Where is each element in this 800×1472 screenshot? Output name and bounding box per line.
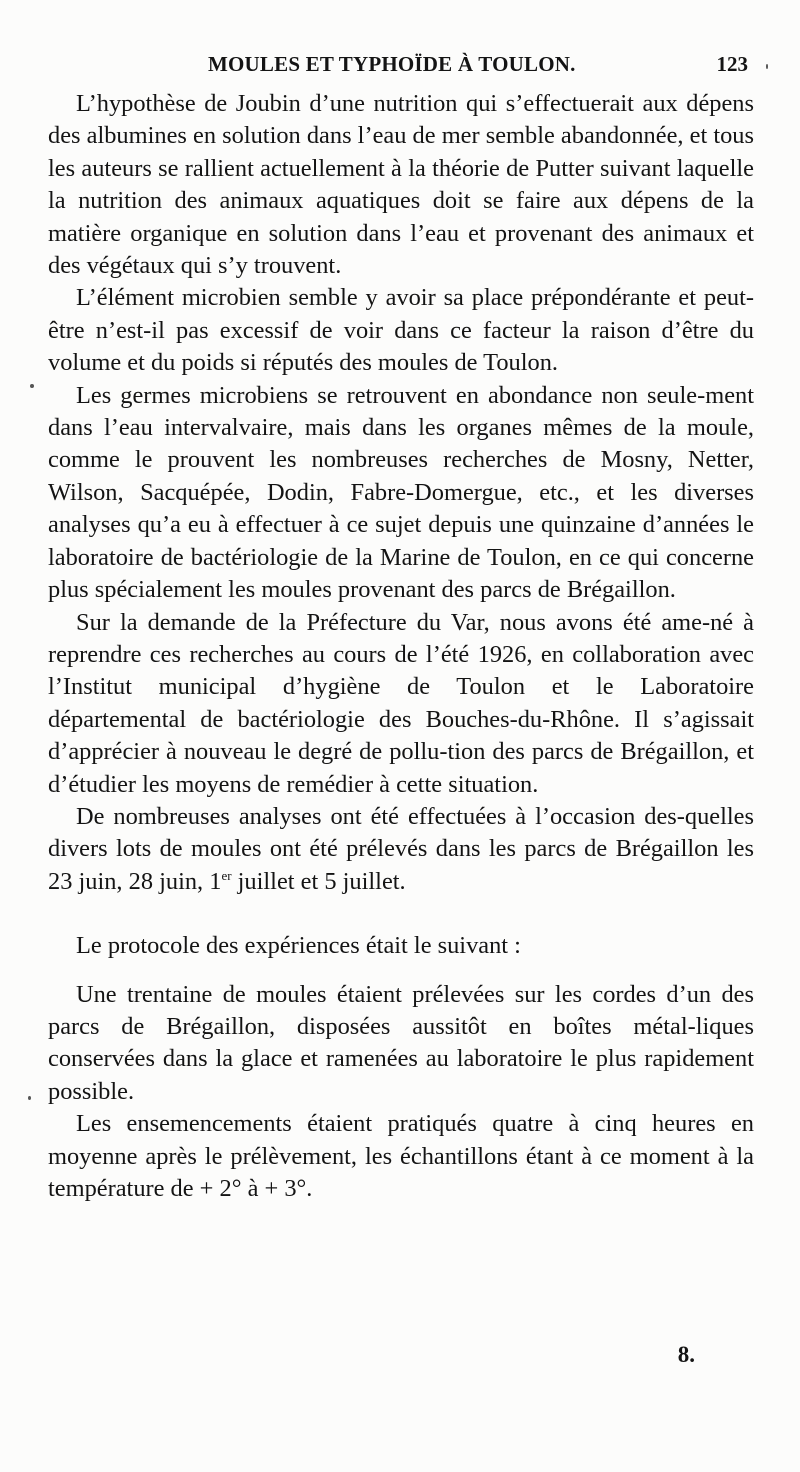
page-number: 123 xyxy=(716,52,748,76)
running-title: MOULES ET TYPHOÏDE À TOULON. xyxy=(208,52,576,76)
print-speck xyxy=(28,1096,31,1100)
running-head xyxy=(48,52,752,82)
paragraph-element-microbien: L’élément microbien semble y avoir sa place prépondérante et peut-être n’est-il pas excessif de voir dans ce facteur la raison d’être du volume et du poids si réputés des moules de Toulon. xyxy=(48,284,754,377)
print-speck xyxy=(30,384,34,388)
paragraph-trentaine: Une trentaine de moules étaient prélevées sur les cordes d’un des parcs de Brégaillon, disposées aussitôt en boîtes métal-liques conservées dans la glace et ramenées au laboratoire le plus rapidement possible. xyxy=(48,980,754,1105)
paragraph-germes-microbiens: Les germes microbiens se retrouvent en abondance non seule-ment dans l’eau intervalvaire, mais dans les organes mêmes de la moule, comme le prouvent les nombreuses recherches de Mosny, Netter, Wilson, Sacquépée, Dodin, Fabre-Domergue, etc., et les diverses analyses qu’a eu à effectuer à ce sujet depuis une quinzaine d’années le laboratoire de bactériologie de la Marine de Toulon, en ce qui concerne plus spécialement les moules provenant des parcs de Brégaillon. xyxy=(48,381,754,604)
analyses-lead: De nombreuses analyses ont été effectuées à l’occasion des-quelles divers lots de moules ont été prélevés dans les parcs de Brégaillon les 23 juin, 28 juin, 1 xyxy=(48,802,754,895)
paragraph-analyses xyxy=(48,801,754,898)
analyses-tail: juillet et 5 juillet. xyxy=(231,867,406,895)
paragraph-ensemencements: Les ensemencements étaient pratiqués quatre à cinq heures en moyenne après le prélèvement, les échantillons étant à ce moment à la température de + 2° à + 3°. xyxy=(48,1110,754,1202)
signature-mark: 8. xyxy=(677,1342,695,1367)
paragraph-protocole-intro: Le protocole des expériences était le suivant : xyxy=(76,932,521,960)
body-text xyxy=(48,88,754,1205)
paragraph-prefecture: Sur la demande de la Préfecture du Var, nous avons été ame-né à reprendre ces recherches au cours de l’été 1926, en collaboration avec l’Institut municipal d’hygiène de Toulon et le Laboratoire départemental de bactériologie des Bouches-du-Rhône. Il s’agissait d’apprécier à nouveau le degré de pollu-tion des parcs de Brégaillon, et d’étudier les moyens de remédier à cette situation. xyxy=(48,608,754,798)
print-speck xyxy=(766,64,768,69)
paragraph-joubin: L’hypothèse de Joubin d’une nutrition qui s’effectuerait aux dépens des albumines en solution dans l’eau de mer semble abandonnée, et tous les auteurs se rallient actuellement à la théorie de Putter suivant laquelle la nutrition des animaux aquatiques doit se faire aux dépens de la matière organique en solution dans l’eau et provenant des animaux et des végétaux qui s’y trouvent. xyxy=(48,90,754,280)
analyses-superscript: er xyxy=(221,867,232,883)
